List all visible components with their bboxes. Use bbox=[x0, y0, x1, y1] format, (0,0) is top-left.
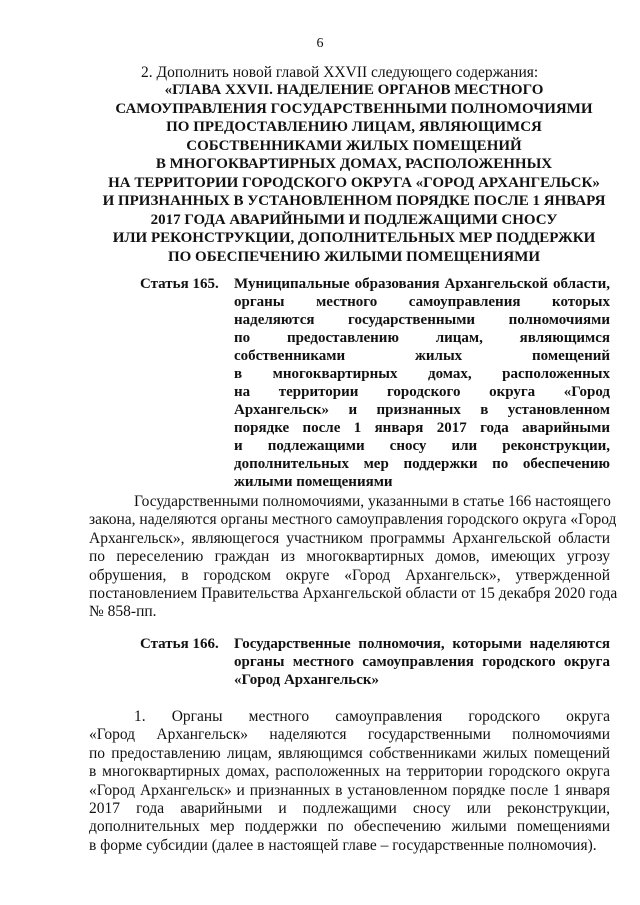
article-title-line: наделяются государственными полномочиями bbox=[234, 312, 610, 328]
article-title-line: на территории городского округа «Город bbox=[234, 384, 610, 400]
article-title-line: и подлежащими сносу или реконструкции, bbox=[234, 438, 610, 454]
paragraph-line: «Город Архангельск» и признанных в установленном порядке после 1 января bbox=[89, 781, 610, 799]
paragraph-line: по переселению граждан из многоквартирных домов, имеющих угрозу bbox=[89, 548, 610, 566]
article-title-line: «Город Архангельск» bbox=[234, 672, 380, 688]
chapter-title-line: ПО ПРЕДОСТАВЛЕНИЮ ЛИЦАМ, ЯВЛЯЮЩИМСЯ bbox=[166, 119, 542, 135]
article-title-line: Архангельск» и признанных в установленном bbox=[234, 402, 610, 418]
paragraph-line: обрушения, в городском округе «Город Архангельск», утвержденной bbox=[89, 566, 610, 584]
chapter-title-line: ПО ОБЕСПЕЧЕНИЮ ЖИЛЫМИ ПОМЕЩЕНИЯМИ bbox=[167, 248, 541, 265]
page-number: 6 bbox=[316, 36, 324, 51]
article-title-line: Муниципальные образования Архангельской области, bbox=[234, 276, 610, 292]
article-title-line: органы местного самоуправления городского округа bbox=[234, 654, 610, 670]
chapter-title-line: «ГЛАВА XXVII. НАДЕЛЕНИЕ ОРГАНОВ МЕСТНОГО bbox=[164, 82, 544, 98]
intro-line: 2. Дополнить новой главой XXVII следующего содержания: bbox=[141, 64, 539, 81]
paragraph-line: 2017 года аварийными и подлежащими сносу или реконструкции, bbox=[89, 800, 610, 818]
paragraph-line: № 858-пп. bbox=[89, 603, 157, 621]
chapter-title bbox=[80, 81, 628, 266]
paragraph-line: закона, наделяются органы местного самоуправления городского округа «Город bbox=[89, 511, 617, 529]
article-title-line: собственниками жилых помещений bbox=[234, 348, 610, 364]
article-title-line: порядке после 1 января 2017 года аварийными bbox=[234, 420, 610, 436]
article-166-number: Статья 166. bbox=[140, 636, 219, 652]
paragraph-line: постановлением Правительства Архангельской области от 15 декабря 2020 года bbox=[89, 585, 618, 603]
paragraph-line: 1. Органы местного самоуправления городского округа bbox=[134, 708, 610, 725]
article-165-number: Статья 165. bbox=[140, 276, 219, 292]
article-title-line: органы местного самоуправления которых bbox=[234, 294, 610, 310]
paragraph-line: в форме субсидии (далее в настоящей главе – государственные полномочия). bbox=[89, 836, 597, 854]
paragraph-line: в многоквартирных домах, расположенных на территории городского округа bbox=[89, 763, 610, 781]
article-165-text bbox=[89, 493, 618, 622]
chapter-title-line: В МНОГОКВАРТИРНЫХ ДОМАХ, РАСПОЛОЖЕННЫХ bbox=[155, 156, 553, 172]
chapter-title-line: ИЛИ РЕКОНСТРУКЦИИ, ДОПОЛНИТЕЛЬНЫХ МЕР ПОДДЕРЖКИ bbox=[112, 230, 596, 246]
paragraph-line: по предоставлению лицам, являющимся собственниками жилых помещений bbox=[89, 744, 610, 762]
article-title-line: в многоквартирных домах, расположенных bbox=[234, 366, 610, 382]
paragraph-line: Государственными полномочиями, указанными в статье 166 настоящего bbox=[134, 493, 611, 510]
article-title-line: дополнительных мер поддержки по обеспечению bbox=[234, 456, 610, 472]
chapter-title-line: НА ТЕРРИТОРИИ ГОРОДСКОГО ОКРУГА «ГОРОД АРХАНГЕЛЬСК» bbox=[108, 174, 600, 191]
article-title-line: по предоставлению лицам, являющимся bbox=[234, 330, 610, 346]
article-166-text bbox=[89, 708, 610, 855]
paragraph-line: дополнительных мер поддержки по обеспечению жилыми помещениями bbox=[89, 818, 610, 836]
chapter-title-line: И ПРИЗНАННЫХ В УСТАНОВЛЕННОМ ПОРЯДКЕ ПОСЛЕ 1 ЯНВАРЯ bbox=[102, 193, 606, 209]
paragraph-line: «Город Архангельск» наделяются государственными полномочиями bbox=[89, 726, 610, 744]
chapter-title-line: СОБСТВЕННИКАМИ ЖИЛЫХ ПОМЕЩЕНИЙ bbox=[186, 137, 522, 154]
article-title-line: Государственные полномочия, которыми наделяются bbox=[234, 636, 610, 652]
article-title-line: жилыми помещениями bbox=[234, 474, 393, 490]
chapter-title-line: САМОУПРАВЛЕНИЯ ГОСУДАРСТВЕННЫМИ ПОЛНОМОЧИЯМИ bbox=[115, 100, 593, 117]
paragraph-line: Архангельск», являющегося участником программы Архангельской области bbox=[89, 529, 610, 547]
chapter-title-line: 2017 ГОДА АВАРИЙНЫМИ И ПОДЛЕЖАЩИМИ СНОСУ bbox=[150, 211, 558, 228]
article-165-title bbox=[234, 275, 610, 491]
article-166-title bbox=[234, 635, 610, 689]
